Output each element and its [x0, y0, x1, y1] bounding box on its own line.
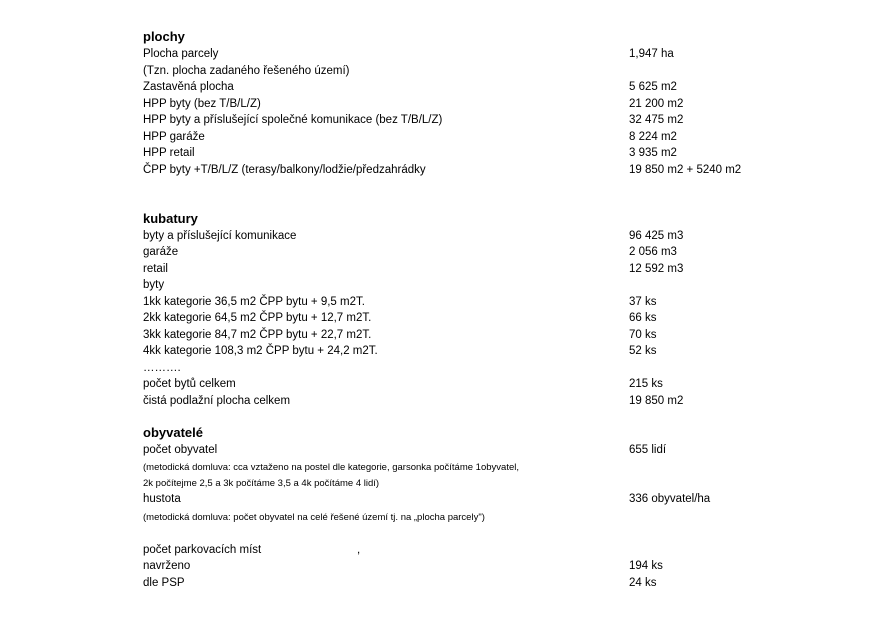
row-label: ………. [143, 362, 181, 374]
row-label: HPP retail [143, 147, 195, 159]
row-label: byty [143, 279, 165, 291]
row-value: 96 425 m3 [629, 230, 684, 242]
row-value: 70 ks [629, 329, 657, 341]
row-value: 3 935 m2 [629, 147, 677, 159]
row-label: Zastavěná plocha [143, 81, 234, 93]
row-label: čistá podlažní plocha celkem [143, 395, 291, 407]
row-label: 2kk kategorie 64,5 m2 ČPP bytu + 12,7 m2T. [143, 312, 372, 324]
note-text: 2k počítejme 2,5 a 3k počítáme 3,5 a 4k počítáme 4 lidí) [143, 478, 380, 489]
row-label: ČPP byty +T/B/L/Z (terasy/balkony/lodžie/předzahrádky [143, 164, 426, 176]
note-text: (metodická domluva: počet obyvatel na celé řešené území tj. na „plocha parcely") [143, 512, 485, 523]
row-label: byty a příslušející komunikace [143, 230, 297, 242]
row-label: 3kk kategorie 84,7 m2 ČPP bytu + 22,7 m2T. [143, 329, 372, 341]
row-label: garáže [143, 246, 179, 258]
row-label: HPP garáže [143, 131, 205, 143]
section-heading-plochy: plochy [143, 29, 185, 44]
row-value: 2 056 m3 [629, 246, 677, 258]
row-label: (Tzn. plocha zadaného řešeného území) [143, 65, 350, 77]
row-label: HPP byty (bez T/B/L/Z) [143, 98, 261, 110]
section-heading-kubatury: kubatury [143, 211, 198, 226]
row-value: 24 ks [629, 577, 657, 589]
row-value: 21 200 m2 [629, 98, 684, 110]
row-value: 336 obyvatel/ha [629, 493, 711, 505]
row-label: počet obyvatel [143, 444, 218, 456]
row-value: 655 lidí [629, 444, 667, 456]
row-label: Plocha parcely [143, 48, 219, 60]
row-label: HPP byty a příslušející společné komunikace (bez T/B/L/Z) [143, 114, 443, 126]
row-value: 37 ks [629, 296, 657, 308]
row-value: 12 592 m3 [629, 263, 684, 275]
row-label: navrženo [143, 560, 191, 572]
row-value: 194 ks [629, 560, 663, 572]
row-value: 19 850 m2 + 5240 m2 [629, 164, 742, 176]
row-value: 32 475 m2 [629, 114, 684, 126]
row-label: retail [143, 263, 168, 275]
row-value: 215 ks [629, 378, 663, 390]
row-label: 1kk kategorie 36,5 m2 ČPP bytu + 9,5 m2T. [143, 296, 365, 308]
row-value: 1,947 ha [629, 48, 674, 60]
row-label: hustota [143, 493, 181, 505]
row-label: počet bytů celkem [143, 378, 236, 390]
row-value: 19 850 m2 [629, 395, 684, 407]
row-value: 66 ks [629, 312, 657, 324]
row-value: 5 625 m2 [629, 81, 677, 93]
comma-mark: , [357, 544, 361, 556]
row-label: dle PSP [143, 577, 185, 589]
row-value: 52 ks [629, 345, 657, 357]
row-label: 4kk kategorie 108,3 m2 ČPP bytu + 24,2 m2T. [143, 345, 378, 357]
note-text: (metodická domluva: cca vztaženo na postel dle kategorie, garsonka počítáme 1obyvatel, [143, 462, 519, 473]
row-value: 8 224 m2 [629, 131, 677, 143]
section-heading-obyvatele: obyvatelé [143, 425, 203, 440]
row-label: počet parkovacích míst [143, 544, 262, 556]
